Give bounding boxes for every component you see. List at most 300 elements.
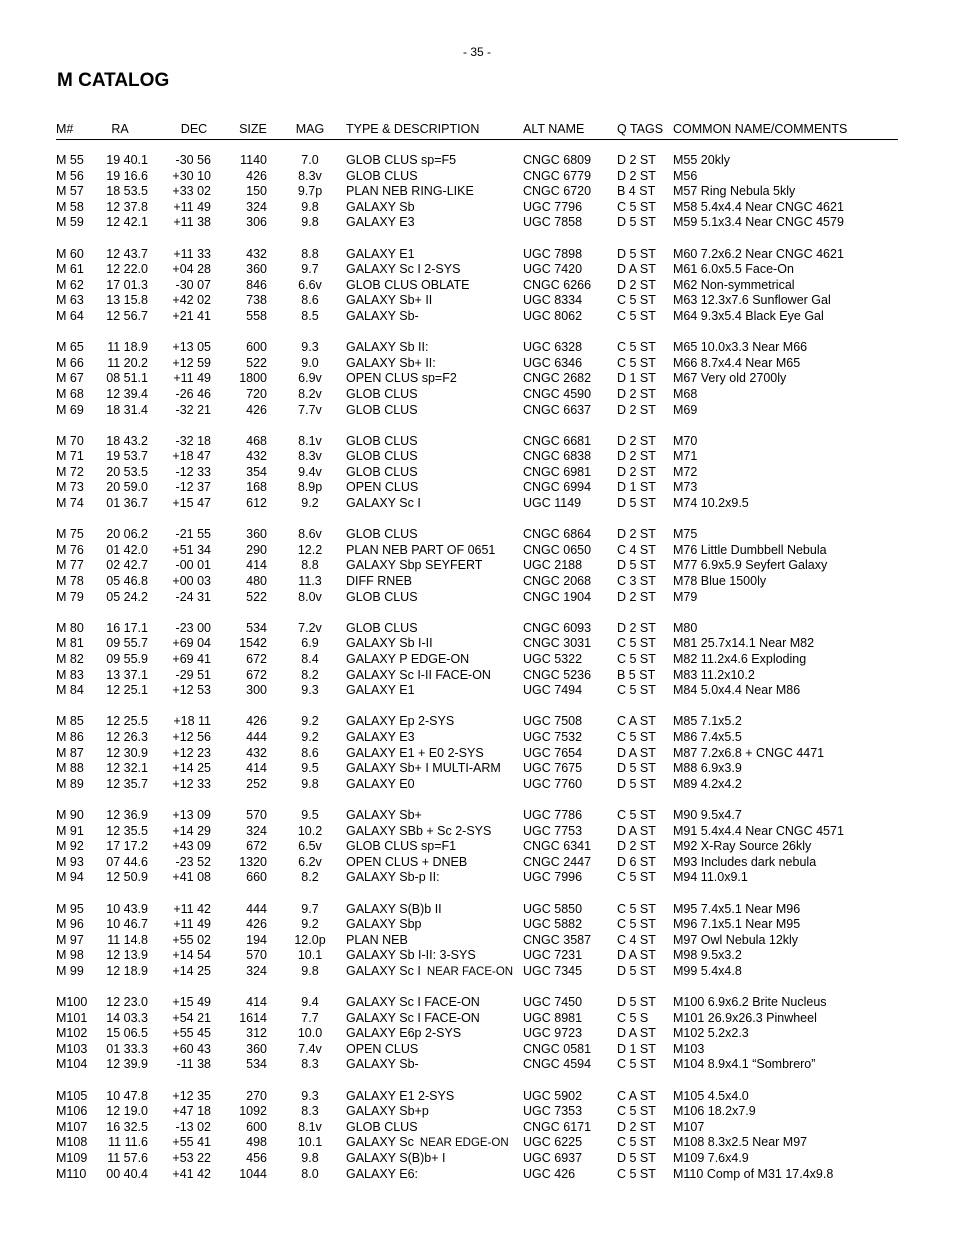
- table-row: [0, 1151, 954, 1167]
- cell-mag: 9.5: [301, 807, 319, 822]
- table-row: [0, 1011, 954, 1027]
- cell-comments: M83 11.2x10.2: [673, 667, 755, 682]
- cell-alt-name: UGC 7508: [523, 714, 583, 729]
- table-row: [0, 1042, 954, 1058]
- cell-comments: M85 7.1x5.2: [673, 714, 742, 729]
- cell-type: GALAXY Sb I-II: [346, 636, 433, 651]
- cell-m: M 76: [56, 542, 84, 557]
- cell-m: M 55: [56, 153, 84, 167]
- cell-ra: 12 13.9: [106, 948, 148, 963]
- cell-mag: 8.6: [301, 293, 319, 308]
- cell-ra: 18 43.2: [106, 433, 148, 448]
- table-row: [0, 465, 954, 481]
- cell-q-tags: D 1 ST: [617, 371, 656, 386]
- cell-dec: -32 18: [175, 433, 211, 448]
- cell-m: M 67: [56, 371, 84, 386]
- cell-q-tags: C 5 ST: [617, 729, 656, 744]
- cell-size: 290: [246, 542, 267, 557]
- column-header-size: SIZE: [239, 122, 267, 136]
- cell-type: GLOB CLUS: [346, 1119, 418, 1134]
- cell-size: 324: [246, 963, 267, 978]
- cell-m: M 96: [56, 917, 84, 932]
- cell-ra: 12 26.3: [106, 729, 148, 744]
- cell-dec: +54 21: [172, 1010, 211, 1025]
- cell-mag: 9.8: [301, 776, 319, 791]
- cell-size: 414: [246, 558, 267, 573]
- cell-q-tags: C 5 S: [617, 1010, 649, 1025]
- cell-type: GALAXY Sc I FACE-ON: [346, 1010, 480, 1025]
- cell-type: OPEN CLUS: [346, 1041, 419, 1056]
- cell-type: GALAXY Sc I FACE-ON: [346, 995, 480, 1010]
- cell-comments: M78 Blue 1500ly: [673, 574, 767, 589]
- cell-dec: -12 33: [175, 464, 211, 479]
- cell-mag: 9.0: [301, 355, 319, 370]
- cell-alt-name: UGC 7231: [523, 948, 583, 963]
- cell-q-tags: C 5 ST: [617, 293, 656, 308]
- cell-ra: 10 43.9: [106, 901, 148, 916]
- cell-type-main: GALAXY Sc I: [346, 963, 421, 978]
- group-spacer: [0, 886, 954, 902]
- cell-mag: 10.2: [297, 823, 323, 838]
- cell-mag: 9.7: [301, 901, 319, 916]
- cell-q-tags: D 2 ST: [617, 839, 656, 854]
- cell-q-tags: C 4 ST: [617, 542, 656, 557]
- cell-q-tags: C 5 ST: [617, 1166, 656, 1181]
- cell-mag: 8.3v: [298, 168, 322, 183]
- cell-m: M 75: [56, 527, 84, 542]
- cell-q-tags: D 1 ST: [617, 1041, 656, 1056]
- cell-m: M 58: [56, 199, 84, 214]
- cell-type: GLOB CLUS: [346, 589, 418, 604]
- cell-type: GALAXY E1: [346, 246, 415, 261]
- cell-comments: M77 6.9x5.9 Seyfert Galaxy: [673, 558, 828, 573]
- table-row: [0, 777, 954, 793]
- cell-q-tags: C 5 ST: [617, 917, 656, 932]
- cell-mag: 8.8: [301, 246, 319, 261]
- cell-ra: 12 25.1: [106, 683, 148, 698]
- cell-mag: 9.3: [301, 1088, 319, 1103]
- cell-mag: 8.0: [301, 1166, 319, 1181]
- cell-comments: M72: [673, 464, 698, 479]
- cell-q-tags: D 5 ST: [617, 995, 656, 1010]
- cell-type: GALAXY Sb+ II: [346, 293, 433, 308]
- cell-type: GLOB CLUS: [346, 620, 418, 635]
- cell-type: GLOB CLUS: [346, 168, 418, 183]
- cell-q-tags: B 5 ST: [617, 667, 656, 682]
- cell-q-tags: D A ST: [617, 823, 656, 838]
- cell-m: M 78: [56, 574, 84, 589]
- table-row: [0, 761, 954, 777]
- cell-size: 1800: [239, 371, 267, 386]
- cell-mag: 6.6v: [298, 277, 322, 292]
- cell-dec: +11 49: [173, 371, 211, 386]
- table-row: [0, 169, 954, 185]
- cell-type: GALAXY Sb+p: [346, 1104, 429, 1119]
- cell-alt-name: CNGC 3587: [523, 932, 592, 947]
- cell-m: M 86: [56, 729, 84, 744]
- cell-mag: 9.8: [301, 215, 319, 230]
- cell-mag: 8.0v: [298, 589, 322, 604]
- cell-mag: 8.1v: [298, 1119, 322, 1134]
- cell-q-tags: C 5 ST: [617, 807, 656, 822]
- cell-comments: M59 5.1x3.4 Near CNGC 4579: [673, 215, 844, 230]
- cell-comments: M101 26.9x26.3 Pinwheel: [673, 1010, 817, 1025]
- column-header-comments: COMMON NAME/COMMENTS: [673, 122, 848, 136]
- group-spacer: [0, 699, 954, 715]
- cell-m: M108: [56, 1135, 88, 1150]
- cell-comments: M94 11.0x9.1: [673, 870, 748, 885]
- cell-m: M 88: [56, 761, 84, 776]
- table-row: [0, 449, 954, 465]
- cell-q-tags: C 5 ST: [617, 308, 656, 323]
- cell-dec: +69 04: [172, 636, 211, 651]
- cell-dec: +51 34: [172, 542, 211, 557]
- cell-dec: -26 46: [175, 386, 211, 401]
- cell-m: M 82: [56, 652, 84, 666]
- catalog-table: [0, 153, 954, 1182]
- cell-ra: 17 01.3: [106, 277, 148, 292]
- cell-type: PLAN NEB RING-LIKE: [346, 184, 474, 199]
- cell-type: GALAXY Sbp SEYFERT: [346, 558, 483, 573]
- cell-comments: M82 11.2x4.6 Exploding: [673, 652, 807, 666]
- cell-type: GLOB CLUS: [346, 527, 418, 542]
- cell-alt-name: CNGC 4594: [523, 1057, 592, 1072]
- cell-ra: 19 53.7: [106, 449, 148, 464]
- cell-dec: +33 02: [172, 184, 211, 199]
- cell-comments: M110 Comp of M31 17.4x9.8: [673, 1166, 834, 1181]
- cell-q-tags: D A ST: [617, 262, 656, 277]
- cell-type: GALAXY E0: [346, 776, 415, 791]
- cell-ra: 14 03.3: [106, 1010, 148, 1025]
- cell-m: M 61: [56, 262, 84, 277]
- cell-ra: 12 37.8: [106, 199, 148, 214]
- cell-m: M 90: [56, 807, 84, 822]
- cell-mag: 9.2: [301, 496, 319, 511]
- cell-size: 498: [246, 1135, 267, 1150]
- cell-size: 360: [246, 527, 267, 542]
- cell-dec: +69 41: [172, 652, 211, 666]
- cell-type: GALAXY S(B)b+ I: [346, 1151, 446, 1165]
- cell-alt-name: UGC 7760: [523, 776, 583, 791]
- cell-comments: M92 X-Ray Source 26kly: [673, 839, 812, 854]
- table-row: [0, 590, 954, 606]
- cell-alt-name: UGC 7420: [523, 262, 583, 277]
- cell-size: 672: [246, 839, 267, 854]
- cell-m: M 73: [56, 480, 84, 495]
- group-spacer: [0, 605, 954, 621]
- cell-size: 600: [246, 340, 267, 355]
- cell-dec: +00 03: [172, 574, 211, 589]
- cell-m: M 68: [56, 386, 84, 401]
- cell-m: M 89: [56, 776, 84, 791]
- cell-dec: +14 25: [172, 761, 211, 776]
- cell-q-tags: C 5 ST: [617, 1135, 656, 1150]
- cell-q-tags: D 2 ST: [617, 277, 656, 292]
- table-row: [0, 730, 954, 746]
- cell-dec: +12 56: [172, 729, 211, 744]
- cell-alt-name: CNGC 3031: [523, 636, 592, 651]
- cell-dec: +55 45: [172, 1026, 211, 1041]
- cell-size: 456: [246, 1151, 267, 1165]
- column-header-type: TYPE & DESCRIPTION: [346, 122, 480, 136]
- cell-m: M 95: [56, 901, 84, 916]
- cell-ra: 17 17.2: [106, 839, 148, 854]
- table-row: [0, 870, 954, 886]
- cell-mag: 8.2: [301, 870, 319, 885]
- cell-dec: +12 35: [172, 1088, 211, 1103]
- cell-mag: 6.9: [301, 636, 319, 651]
- cell-size: 444: [246, 729, 267, 744]
- table-row: [0, 683, 954, 699]
- cell-ra: 11 20.2: [107, 355, 148, 370]
- cell-type: GALAXY Sb I-II: 3-SYS: [346, 948, 476, 963]
- cell-m: M105: [56, 1088, 88, 1103]
- cell-size: 432: [246, 745, 267, 760]
- table-row: [0, 668, 954, 684]
- cell-comments: M65 10.0x3.3 Near M66: [673, 340, 808, 355]
- cell-type: GALAXY Sb-: [346, 308, 419, 323]
- cell-q-tags: D 5 ST: [617, 776, 656, 791]
- table-row: [0, 714, 954, 730]
- cell-type: GLOB CLUS sp=F5: [346, 153, 457, 167]
- cell-size: 426: [246, 402, 267, 417]
- cell-q-tags: D 5 ST: [617, 963, 656, 978]
- cell-size: 252: [246, 776, 267, 791]
- page-number: - 35 -: [462, 45, 491, 59]
- cell-dec: +47 18: [172, 1104, 211, 1119]
- cell-comments: M98 9.5x3.2: [673, 948, 742, 963]
- cell-dec: +11 49: [173, 917, 211, 932]
- cell-mag: 9.7p: [297, 184, 323, 199]
- cell-dec: -23 52: [175, 854, 211, 869]
- cell-m: M 59: [56, 215, 84, 230]
- cell-comments: M58 5.4x4.4 Near CNGC 4621: [673, 199, 844, 214]
- cell-mag: 7.7: [301, 1010, 319, 1025]
- cell-comments: M55 20kly: [673, 153, 730, 167]
- cell-ra: 11 14.8: [107, 932, 148, 947]
- cell-q-tags: D 5 ST: [617, 246, 656, 261]
- cell-q-tags: C A ST: [617, 1088, 656, 1103]
- cell-alt-name: UGC 7450: [523, 995, 583, 1010]
- table-row: [0, 215, 954, 231]
- cell-mag: 12.2: [297, 542, 323, 557]
- cell-dec: -30 56: [175, 153, 211, 167]
- cell-alt-name: UGC 7898: [523, 246, 583, 261]
- cell-alt-name: UGC 7675: [523, 761, 583, 776]
- table-row: [0, 839, 954, 855]
- cell-q-tags: D 2 ST: [617, 402, 656, 417]
- cell-dec: +12 59: [172, 355, 211, 370]
- cell-ra: 20 59.0: [106, 480, 148, 495]
- cell-size: 1044: [239, 1166, 267, 1181]
- cell-m: M 56: [56, 168, 84, 183]
- cell-m: M102: [56, 1026, 88, 1041]
- cell-size: 312: [246, 1026, 267, 1041]
- cell-alt-name: CNGC 6838: [523, 449, 592, 464]
- cell-alt-name: UGC 7786: [523, 807, 583, 822]
- cell-m: M 98: [56, 948, 84, 963]
- cell-q-tags: C 5 ST: [617, 1104, 656, 1119]
- cell-mag: 8.2v: [298, 386, 322, 401]
- cell-comments: M95 7.4x5.1 Near M96: [673, 901, 801, 916]
- table-row: [0, 371, 954, 387]
- cell-type: GALAXY E3: [346, 729, 415, 744]
- cell-size: 432: [246, 449, 267, 464]
- cell-ra: 11 57.6: [107, 1151, 148, 1165]
- table-row: [0, 309, 954, 325]
- cell-mag: 12.0p: [294, 932, 326, 947]
- cell-ra: 12 25.5: [106, 714, 148, 729]
- cell-size: 660: [246, 870, 267, 885]
- cell-type: GLOB CLUS: [346, 433, 418, 448]
- cell-dec: +12 33: [172, 776, 211, 791]
- table-row: [0, 293, 954, 309]
- cell-ra: 08 51.1: [106, 371, 148, 386]
- cell-alt-name: UGC 1149: [523, 496, 582, 511]
- cell-comments: M87 7.2x6.8 + CNGC 4471: [673, 745, 825, 760]
- cell-ra: 09 55.9: [106, 652, 148, 666]
- cell-q-tags: C 5 ST: [617, 901, 656, 916]
- cell-m: M 93: [56, 854, 84, 869]
- cell-alt-name: CNGC 5236: [523, 667, 592, 682]
- cell-ra: 12 35.7: [106, 776, 148, 791]
- cell-size: 432: [246, 246, 267, 261]
- cell-dec: +42 02: [172, 293, 211, 308]
- cell-comments: M97 Owl Nebula 12kly: [673, 932, 799, 947]
- cell-comments: M70: [673, 433, 698, 448]
- cell-m: M 62: [56, 277, 84, 292]
- cell-ra: 12 43.7: [106, 246, 148, 261]
- cell-alt-name: UGC 7494: [523, 683, 583, 698]
- column-header-alt: ALT NAME: [523, 122, 585, 136]
- cell-dec: +14 29: [172, 823, 211, 838]
- cell-mag: 6.2v: [298, 854, 322, 869]
- cell-ra: 11 18.9: [107, 340, 148, 355]
- cell-size: 306: [246, 215, 267, 230]
- cell-type: OPEN CLUS + DNEB: [346, 854, 468, 869]
- cell-size: 360: [246, 262, 267, 277]
- cell-comments: M57 Ring Nebula 5kly: [673, 184, 796, 199]
- cell-type: OPEN CLUS sp=F2: [346, 371, 457, 386]
- cell-alt-name: CNGC 6681: [523, 433, 592, 448]
- cell-mag: 9.4: [301, 995, 319, 1010]
- cell-ra: 19 40.1: [106, 153, 148, 167]
- cell-type: GALAXY Sb-p II:: [346, 870, 440, 885]
- cell-alt-name: CNGC 6981: [523, 464, 592, 479]
- cell-ra: 05 24.2: [106, 589, 148, 604]
- cell-dec: +13 09: [172, 807, 211, 822]
- cell-q-tags: D 2 ST: [617, 1119, 656, 1134]
- cell-q-tags: B 4 ST: [617, 184, 656, 199]
- table-row: [0, 824, 954, 840]
- cell-dec: +41 08: [172, 870, 211, 885]
- cell-dec: +60 43: [172, 1041, 211, 1056]
- cell-q-tags: D 2 ST: [617, 589, 656, 604]
- cell-alt-name: UGC 6225: [523, 1135, 583, 1150]
- cell-dec: +15 49: [172, 995, 211, 1010]
- table-row: [0, 543, 954, 559]
- cell-comments: M61 6.0x5.5 Face-On: [673, 262, 794, 277]
- cell-comments: M63 12.3x7.6 Sunflower Gal: [673, 293, 831, 308]
- cell-alt-name: CNGC 6809: [523, 153, 592, 167]
- cell-mag: 10.1: [297, 948, 323, 963]
- table-row: [0, 387, 954, 403]
- cell-comments: M56: [673, 168, 698, 183]
- cell-alt-name: CNGC 2682: [523, 371, 592, 386]
- table-row: [0, 855, 954, 871]
- cell-alt-name: UGC 5850: [523, 901, 583, 916]
- cell-alt-name: UGC 8334: [523, 293, 583, 308]
- table-row: [0, 262, 954, 278]
- cell-mag: 8.3: [301, 1057, 319, 1072]
- cell-ra: 12 36.9: [106, 807, 148, 822]
- group-spacer: [0, 1073, 954, 1089]
- cell-dec: +14 25: [172, 963, 211, 978]
- cell-alt-name: UGC 426: [523, 1166, 576, 1181]
- cell-alt-name: CNGC 0650: [523, 542, 592, 557]
- cell-comments: M106 18.2x7.9: [673, 1104, 756, 1119]
- cell-dec: +13 05: [172, 340, 211, 355]
- table-row: [0, 574, 954, 590]
- cell-ra: 12 22.0: [106, 262, 148, 277]
- cell-mag: 9.7: [301, 262, 319, 277]
- cell-type: GALAXY SBb + Sc 2-SYS: [346, 823, 492, 838]
- cell-alt-name: CNGC 2068: [523, 574, 592, 589]
- cell-q-tags: D 1 ST: [617, 480, 656, 495]
- cell-alt-name: UGC 7996: [523, 870, 583, 885]
- cell-mag: 10.1: [297, 1135, 323, 1150]
- cell-ra: 01 33.3: [106, 1041, 148, 1056]
- cell-comments: M107: [673, 1119, 705, 1134]
- cell-size: 1614: [239, 1010, 267, 1025]
- cell-ra: 12 56.7: [106, 308, 148, 323]
- cell-dec: +18 11: [173, 714, 211, 729]
- table-row: [0, 636, 954, 652]
- cell-alt-name: CNGC 0581: [523, 1041, 592, 1056]
- cell-m: M 92: [56, 839, 84, 854]
- cell-type-note: NEAR EDGE-ON: [419, 1137, 509, 1150]
- group-spacer: [0, 792, 954, 808]
- cell-ra: 19 16.6: [106, 168, 148, 183]
- cell-type: GALAXY E3: [346, 215, 415, 230]
- cell-dec: -32 21: [175, 402, 211, 417]
- cell-mag: 9.2: [301, 714, 319, 729]
- cell-q-tags: D 2 ST: [617, 168, 656, 183]
- cell-q-tags: D A ST: [617, 948, 656, 963]
- cell-dec: -23 00: [175, 620, 211, 635]
- cell-q-tags: D 2 ST: [617, 527, 656, 542]
- cell-size: 426: [246, 714, 267, 729]
- cell-alt-name: CNGC 6266: [523, 277, 592, 292]
- cell-ra: 20 53.5: [106, 464, 148, 479]
- cell-alt-name: CNGC 2447: [523, 854, 592, 869]
- table-row: [0, 917, 954, 933]
- cell-size: 1140: [240, 153, 267, 167]
- table-row: [0, 948, 954, 964]
- cell-ra: 02 42.7: [106, 558, 148, 573]
- column-header-q-tags: Q TAGS: [617, 122, 664, 136]
- cell-q-tags: D 2 ST: [617, 620, 656, 635]
- cell-ra: 16 32.5: [106, 1119, 148, 1134]
- table-row: [0, 652, 954, 668]
- cell-m: M 63: [56, 293, 84, 308]
- cell-dec: +55 41: [172, 1135, 211, 1150]
- cell-dec: +21 41: [172, 308, 211, 323]
- cell-ra: 18 31.4: [106, 402, 148, 417]
- cell-q-tags: D 2 ST: [617, 386, 656, 401]
- cell-comments: M89 4.2x4.2: [673, 776, 742, 791]
- cell-size: 612: [246, 496, 267, 511]
